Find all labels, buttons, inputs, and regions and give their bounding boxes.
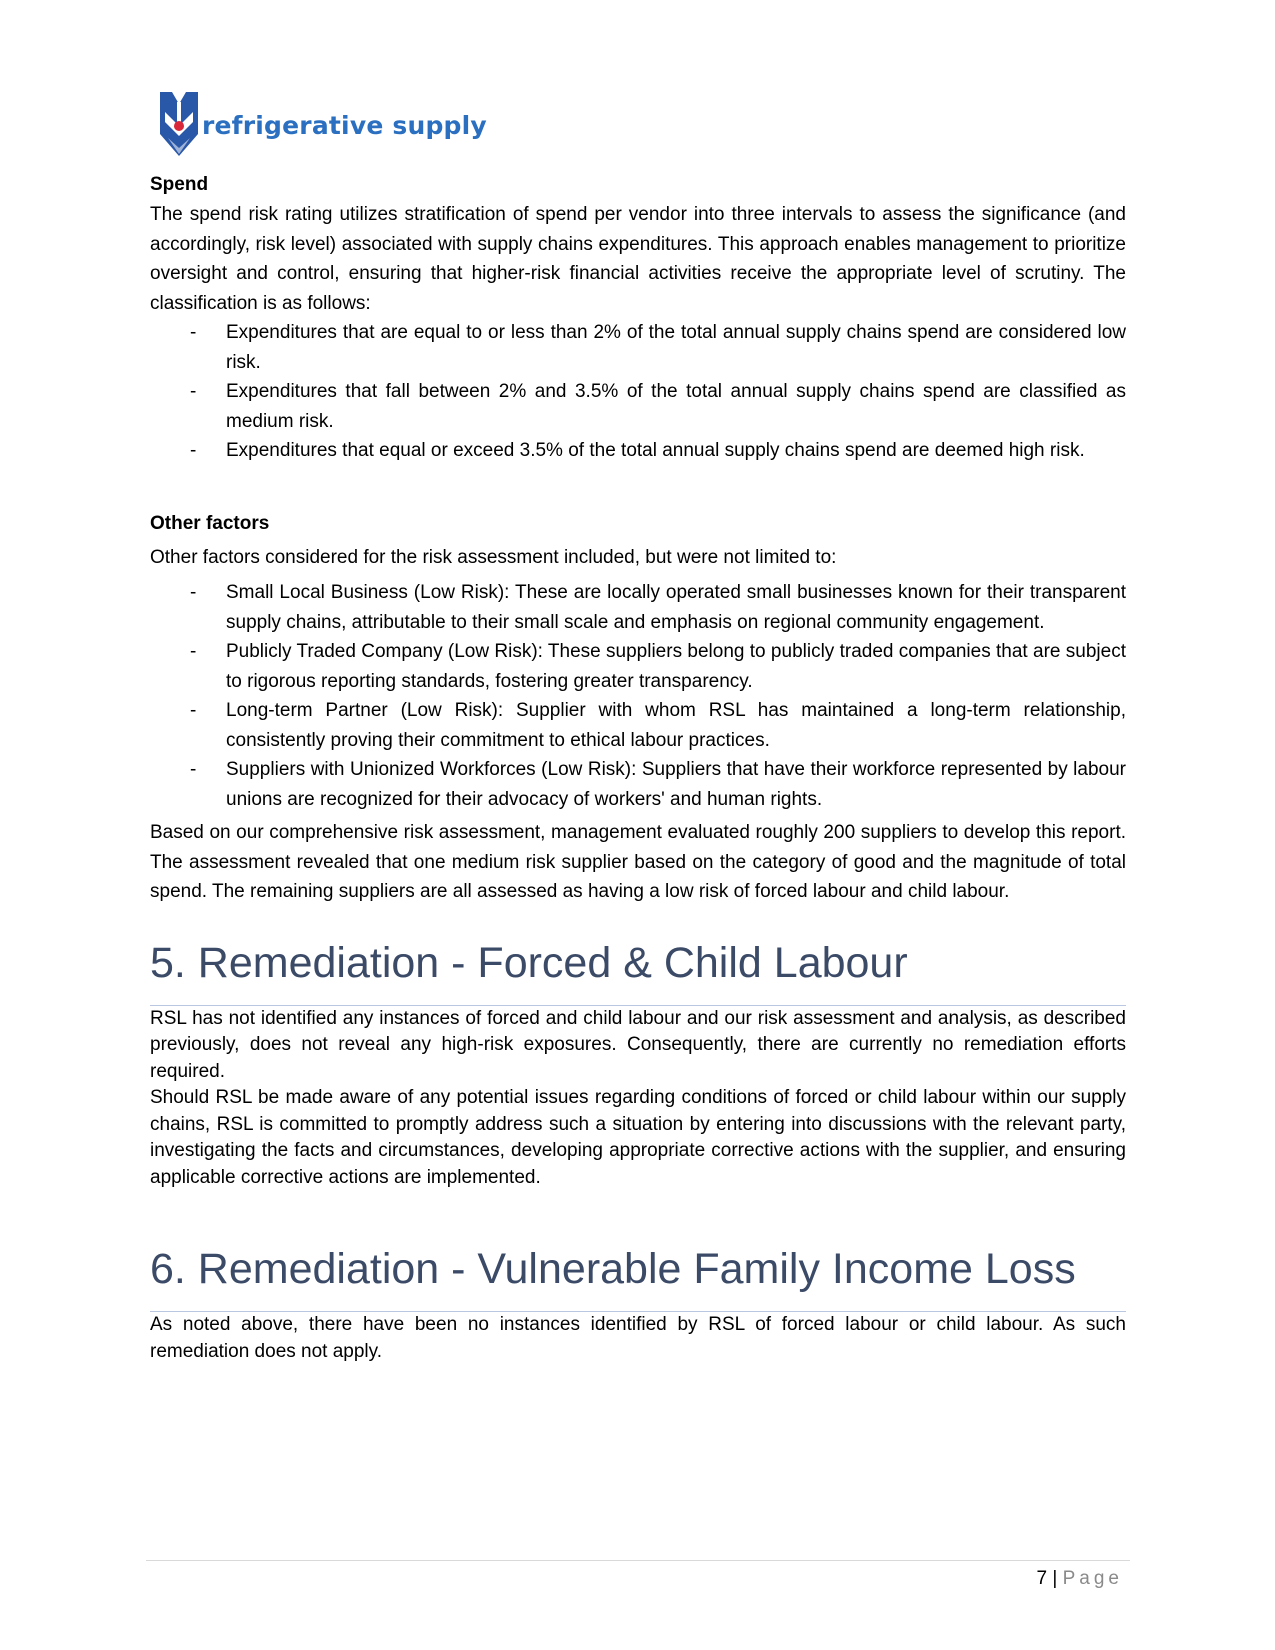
page-separator: | bbox=[1052, 1568, 1058, 1589]
list-item: - Expenditures that equal or exceed 3.5% of the total annual supply chains spend are deemed high risk. bbox=[190, 440, 1085, 461]
main-content bbox=[150, 172, 1126, 1365]
section-6-para-1: As noted above, there have been no instances identified by RSL of forced labour or child labour. As such remediation does not apply. bbox=[150, 1314, 1126, 1362]
footer-rule bbox=[146, 1560, 1130, 1561]
spend-intro: The spend risk rating utilizes stratification of spend per vendor into three intervals to assess the significance (and accordingly, risk level) associated with supply chains expenditures. This approach enables management to prioritize oversight and control, ensuring that higher-risk financial activities receive the appropriate level of scrutiny. The classification is as follows: bbox=[150, 204, 1126, 314]
list-item: - Long-term Partner (Low Risk): Supplier with whom RSL has maintained a long-term relationship, consistently proving their commitment to ethical labour practices. bbox=[190, 700, 1126, 751]
section-5-para-1: RSL has not identified any instances of forced and child labour and our risk assessment and analysis, as described previously, does not reveal any high-risk exposures. Consequently, there are currently no remediation efforts required. bbox=[150, 1007, 1126, 1082]
section-5-body bbox=[150, 1006, 1126, 1192]
other-factors-heading: Other factors bbox=[150, 512, 270, 534]
list-item: - Expenditures that are equal to or less than 2% of the total annual supply chains spend are considered low risk. bbox=[190, 322, 1126, 373]
section-5-title: 5. Remediation - Forced & Child Labour bbox=[150, 938, 908, 987]
section-6-body bbox=[150, 1312, 1126, 1365]
list-item: - Suppliers with Unionized Workforces (Low Risk): Suppliers that have their workforce represented by labour unions are recognized for their advocacy of workers' and human rights. bbox=[190, 759, 1126, 810]
logo-text: refrigerative supply bbox=[202, 110, 487, 140]
list-item: - Expenditures that fall between 2% and 3.5% of the total annual supply chains spend are classified as medium risk. bbox=[190, 381, 1126, 432]
company-logo bbox=[160, 92, 487, 158]
page-footer bbox=[1037, 1568, 1123, 1590]
snowflake-shield-icon bbox=[160, 92, 198, 158]
other-factors-intro: Other factors considered for the risk assessment included, but were not limited to: bbox=[150, 546, 837, 568]
page-label: Page bbox=[1062, 1568, 1123, 1589]
list-item: - Small Local Business (Low Risk): These are locally operated small businesses known for their transparent supply chains, attributable to their small scale and emphasis on regional community engagement. bbox=[190, 582, 1126, 633]
section-6-title: 6. Remediation - Vulnerable Family Income Loss bbox=[150, 1245, 1076, 1293]
page-number: 7 bbox=[1036, 1568, 1048, 1589]
risk-conclusion: Based on our comprehensive risk assessment, management evaluated roughly 200 suppliers to develop this report. The assessment revealed that one medium risk supplier based on the category of good and the magnitude of total spend. The remaining suppliers are all assessed as having a low risk of forced labour and child labour. bbox=[150, 822, 1126, 902]
other-factors-list bbox=[150, 578, 1126, 814]
spend-heading: Spend bbox=[150, 174, 209, 195]
section-5-para-2: Should RSL be made aware of any potential issues regarding conditions of forced or child labour within our supply chains, RSL is committed to promptly address such a situation by entering into discussions with the relevant party, investigating the facts and circumstances, developing appropriate corrective actions with the supplier, and ensuring applicable corrective actions are implemented. bbox=[150, 1087, 1126, 1188]
list-item: - Publicly Traded Company (Low Risk): These suppliers belong to publicly traded companies that are subject to rigorous reporting standards, fostering greater transparency. bbox=[190, 641, 1126, 692]
spend-list bbox=[150, 318, 1126, 466]
